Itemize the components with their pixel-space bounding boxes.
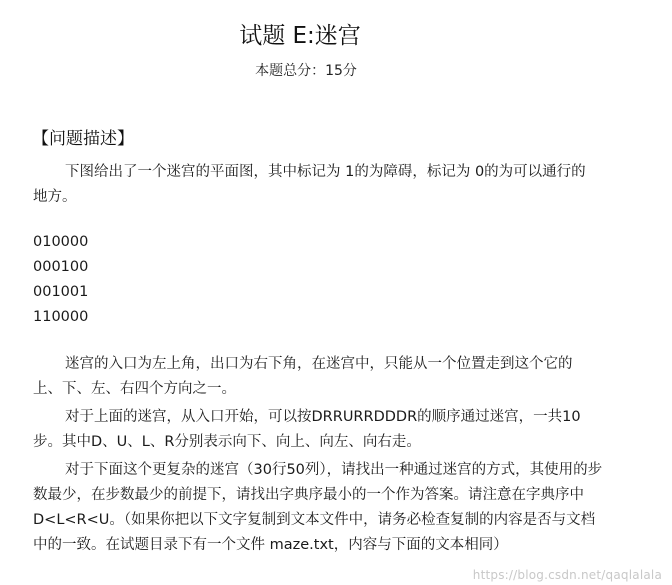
maze-grid bbox=[33, 230, 88, 330]
section-heading: 【问题描述】 bbox=[32, 129, 134, 149]
example-paragraph: 对于上面的迷宫，从入口开始，可以按DRRURRDDDR的顺序通过迷宫，一共10步。其中D、U、L、R分别表示向下、向上、向左、向右走。 bbox=[33, 409, 581, 450]
maze-row: 000100 bbox=[33, 259, 89, 275]
maze-row: 010000 bbox=[33, 234, 89, 250]
intro-paragraph: 下图给出了一个迷宫的平面图，其中标记为 1的为障碍，标记为 0的为可以通行的地方。 bbox=[33, 164, 586, 205]
total-score: 本题总分：15分 bbox=[255, 63, 357, 79]
rules-paragraph: 迷宫的入口为左上角，出口为右下角，在迷宫中，只能从一个位置走到这个它的上、下、左、右四个方向之一。 bbox=[33, 356, 573, 397]
task-paragraph: 对于下面这个更复杂的迷宫（30行50列），请找出一种通过迷宫的方式，其使用的步数最少，在步数最少的前提下，请找出字典序最小的一个作为答案。请注意在字典序中D<L<R<U。（如果你把以下文字复制到文本文件中，请务必检查复制的内容是否与文档中的一致。在试题目录下有一个文件 maze.txt，内容与下面的文本相同） bbox=[33, 462, 603, 553]
source-watermark: https://blog.csdn.net/qaqlalala bbox=[472, 568, 662, 582]
maze-row: 001001 bbox=[33, 284, 89, 300]
problem-title: 试题 E:迷宫 bbox=[239, 23, 361, 49]
maze-row: 110000 bbox=[33, 309, 89, 325]
